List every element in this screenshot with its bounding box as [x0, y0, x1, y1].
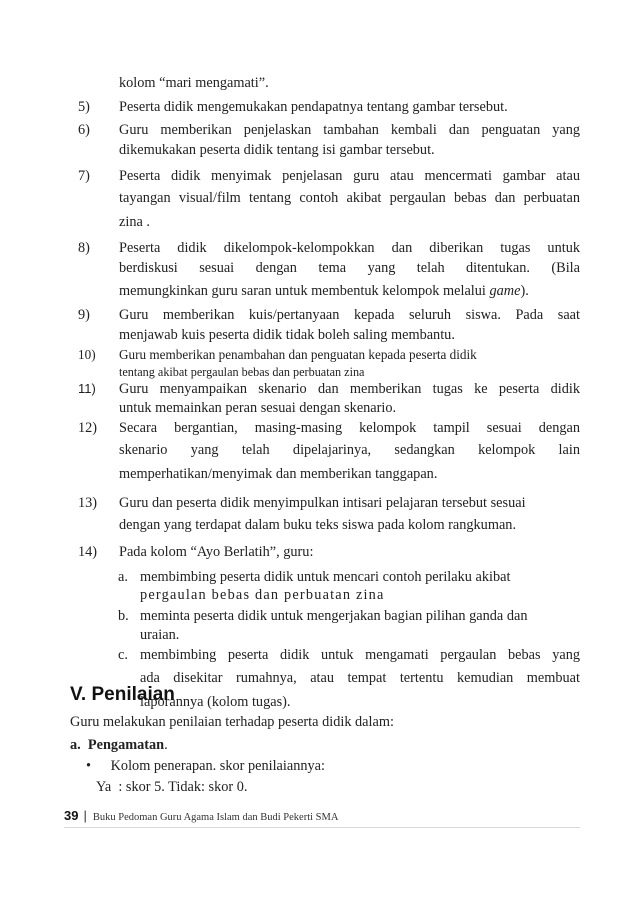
step-number: 12)	[78, 420, 98, 436]
step-text: Guru memberikan penjelaskan tambahan kembali dan penguatan yang	[119, 122, 580, 138]
bullet-text: Kolom penerapan. skor penilaiannya:	[110, 758, 325, 774]
step-4-continuation: kolom “mari mengamati”.	[119, 75, 269, 91]
assessment-item-a	[70, 737, 168, 754]
step-7-continuation: tayangan visual/film tentang contoh akibat pergaulan bebas dan perbuatan	[119, 190, 580, 206]
step-8-continuation	[78, 280, 580, 303]
step-8-continuation-end: ).	[520, 283, 529, 299]
step-7-continuation: zina .	[119, 214, 150, 230]
step-8-continuation-text: memungkinkan guru saran untuk membentuk kelompok melalui	[119, 283, 490, 299]
section-title-penilaian: V. Penilaian	[70, 684, 175, 705]
step-number: 13)	[78, 495, 98, 511]
step-text: Guru memberikan penambahan dan penguatan kepada peserta didik	[119, 347, 477, 362]
step-12-continuation: skenario yang telah dipelajarinya, sedangkan kelompok lain	[119, 442, 580, 458]
step-text: Secara bergantian, masing-masing kelompok tampil sesuai dengan	[119, 420, 580, 436]
game-emphasis: game	[489, 283, 521, 299]
step-14-sub-a-continuation: pergaulan bebas dan perbuatan zina	[140, 587, 385, 603]
step-14-sub-c-continuation: ada disekitar rumahnya, atau tempat tertentu kemudian membuat	[140, 670, 580, 686]
step-11	[78, 381, 580, 398]
step-9	[78, 307, 580, 324]
step-text: Guru menyampaikan skenario dan memberikan tugas ke peserta didik	[119, 381, 580, 397]
sub-letter: b.	[118, 608, 129, 624]
learning-steps-list	[78, 72, 580, 712]
step-number: 10)	[78, 347, 96, 362]
step-text: Guru memberikan kuis/pertanyaan kepada seluruh siswa. Pada saat	[119, 307, 580, 323]
step-text: Peserta didik menyimak penjelasan guru atau mencermati gambar atau	[119, 168, 580, 184]
step-14-sub-c	[78, 647, 580, 664]
step-6-continuation: dikemukakan peserta didik tentang isi gambar tersebut.	[119, 142, 435, 158]
step-14-sub-b-continuation: uraian.	[140, 627, 180, 643]
step-14-sub-a	[78, 569, 580, 586]
step-text: Peserta didik mengemukakan pendapatnya tentang gambar tersebut.	[119, 99, 508, 115]
sub-letter: a.	[118, 569, 128, 585]
step-13	[78, 495, 580, 512]
step-5	[78, 99, 580, 116]
step-6	[78, 122, 580, 139]
sub-text: membimbing peserta didik untuk mengamati pergaulan bebas yang	[140, 647, 580, 663]
step-14	[78, 544, 580, 561]
step-number: 11)	[78, 381, 96, 396]
step-7	[78, 168, 580, 185]
step-text: Pada kolom “Ayo Berlatih”, guru:	[119, 544, 314, 560]
step-12-continuation: memperhatikan/menyimak dan memberikan tanggapan.	[119, 466, 438, 482]
assessment-bullet-row	[86, 758, 325, 775]
step-12	[78, 420, 580, 437]
book-title: Buku Pedoman Guru Agama Islam dan Budi Pekerti SMA	[92, 812, 339, 823]
step-text: Peserta didik dikelompok-kelompokkan dan diberikan tugas untuk	[119, 240, 580, 256]
step-13-continuation: dengan yang terdapat dalam buku teks siswa pada kolom rangkuman.	[119, 517, 517, 533]
sub-text: membimbing peserta didik untuk mencari contoh perilaku akibat	[140, 569, 511, 585]
step-8	[78, 240, 580, 257]
observation-label: Pengamatan	[87, 737, 165, 753]
sub-text: meminta peserta didik untuk mengerjakan bagian pilihan ganda dan	[140, 608, 528, 624]
page-footer	[64, 808, 580, 828]
step-number: 8)	[78, 240, 90, 256]
step-10-continuation: tentang akibat pergaulan bebas dan perbuatan zina	[119, 365, 365, 379]
item-letter: a.	[70, 737, 81, 753]
step-number: 5)	[78, 99, 90, 115]
assessment-intro: Guru melakukan penilaian terhadap peserta didik dalam:	[70, 714, 394, 730]
step-number: 14)	[78, 544, 98, 560]
observation-period: .	[164, 737, 168, 753]
bullet-icon: •	[86, 758, 92, 774]
step-text: Guru dan peserta didik menyimpulkan intisari pelajaran tersebut sesuai	[119, 495, 526, 511]
step-14-sub-b	[78, 608, 580, 625]
step-10	[78, 347, 580, 363]
step-8-continuation: berdiskusi sesuai dengan tema yang telah ditentukan. (Bila	[119, 260, 580, 276]
step-number: 9)	[78, 307, 90, 323]
score-line: Ya : skor 5. Tidak: skor 0.	[96, 779, 248, 795]
page-number: 39	[64, 808, 79, 823]
step-9-continuation: menjawab kuis peserta didik tidak boleh saling membantu.	[119, 327, 455, 343]
step-11-continuation: untuk memainkan peran sesuai dengan skenario.	[119, 400, 397, 416]
footer-separator: |	[83, 808, 87, 823]
step-number: 7)	[78, 168, 90, 184]
step-number: 6)	[78, 122, 90, 138]
step-14-sub-c-continuation: laporannya (kolom tugas).	[140, 694, 291, 710]
sub-letter: c.	[118, 647, 128, 663]
